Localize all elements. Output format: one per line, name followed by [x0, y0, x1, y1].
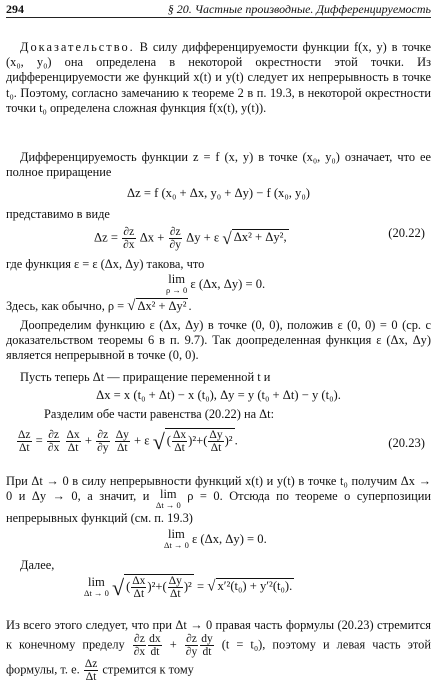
equation-increment: Δz = f (x₀ + Δx, y₀ + Δy) − f (x₀, y₀): [127, 186, 310, 200]
sqrt-radicand: ( $\frac{\Delta x}{\Delta t}$ )²+( $\frac{\Delta y}{\Delta t}$ )²: [126, 575, 192, 600]
paragraph-text: Дифференцируемость функции z = f (x, y) в точке (x₀, y₀) означает, что ее полное приращение: [6, 150, 431, 180]
proof-text: В силу дифференцируемости функции f(x, y) в точке (x₀, y₀) она определена в некоторой окрестности этой точки. Из дифференцируемости же функций x(t) и y(t) следует их непрерывность в точке t₀. Поэтому, согласно замечанию к теореме 2 в п. 19.3, в некоторой окрестности точки t₀ определена сложная функция f(x(t), y(t)).: [6, 40, 431, 115]
paragraph-text: Далее,: [20, 558, 55, 572]
sqrt-radicand: Δx² + Δy²,: [233, 230, 287, 245]
limit-operator: lim Δt → 0: [155, 487, 181, 511]
running-title: § 20. Частные производные. Дифференцируемость: [167, 2, 431, 16]
paragraph-when: [6, 474, 431, 526]
equation-20-23: $\frac{\Delta z}{\Delta t}$ = $\frac{\partial z}{\partial x}$ $\frac{\Delta x}{\Delta t}$ + $\frac{\partial z}{\partial y}$ $\frac{\Delta y}{\Delta t}$ + ε √( $\frac{\Delta x}{\Delta t}$ )²+( $\frac{\Delta y}{\Delta t}$ )². (20.23): [18, 428, 425, 454]
limit-operator: lim ρ → 0: [166, 272, 188, 295]
paragraph-text: Доопределим функцию ε (Δx, Δy) в точке (0, 0), положив ε (0, 0) = 0 (ср. с доказательством теоремы 6 в п. 9.7). Так доопределенная функция ε (Δx, Δy) является непрерывной в точке (0, 0).: [6, 318, 431, 363]
paragraph-text: представимо в виде: [6, 207, 110, 221]
equation-limit-rho: [6, 274, 431, 296]
sqrt-radicand: Δx² + Δy²: [137, 299, 187, 313]
limit-operator: lim Δt → 0: [84, 574, 109, 598]
paragraph-text: Из всего этого следует, что при Δt → 0 правая часть формулы (20.23) стремится к конечному пределу: [6, 618, 431, 652]
paragraph-conclusion: Из всего этого следует, что при Δt → 0 правая часть формулы (20.23) стремится к конечному пределу $\frac{\partial z}{\partial x}$ $\frac{dx}{dt}$ + $\frac{\partial z}{\partial y}$ $\frac{dy}{dt}$ (t = t₀), поэтому и левая часть этой формулы, т. е. $\frac{\Delta z}{\Delta t}$ стремится к тому: [6, 618, 431, 684]
paragraph-rho: Здесь, как обычно, ρ = √ Δx² + Δy² .: [6, 298, 192, 314]
proof-paragraph: [6, 40, 431, 116]
limit-body: ε (Δx, Δy) = 0.: [190, 276, 266, 291]
sqrt-sign: √: [127, 298, 136, 314]
eq-term: Δy + ε: [186, 230, 220, 245]
eq-term: Δx +: [139, 230, 165, 245]
sqrt-radicand: x′²(t₀) + y′²(t₀).: [217, 579, 293, 594]
paragraph-text: Пусть теперь Δt — приращение переменной t и: [20, 370, 271, 384]
paragraph-divide: [6, 407, 431, 422]
paragraph-text: Разделим обе части равенства (20.22) на Δt:: [44, 407, 275, 421]
sqrt-sign: √: [111, 574, 125, 600]
paragraph-text: ρ = 0. Отсюда по теореме о суперпозиции непрерывных функций (см. п. 19.3): [6, 489, 431, 526]
sqrt-sign: √: [207, 578, 216, 595]
paragraph-differentiability: [6, 150, 431, 180]
paragraph-let: [6, 370, 431, 385]
paragraph-text: поэтому и левая часть этой формулы, т. е.: [6, 637, 431, 677]
header-rule: [6, 17, 431, 18]
proof-title: Доказательство.: [20, 40, 135, 54]
page-number: 294: [6, 2, 24, 16]
paragraph-text: При Δt → 0 в силу непрерывности функций x(t) и y(t) в точке t₀ получим Δx → 0 и Δy → 0, а значит, и: [6, 474, 431, 504]
paragraph-represent: [6, 207, 431, 222]
limit-operator: lim Δt → 0: [164, 527, 189, 550]
paragraph-text: стремится к тому: [102, 662, 194, 677]
equation-limit-dt: [6, 529, 431, 551]
paragraph-extend: [6, 318, 431, 364]
fraction-dz-dx: $\frac{\partial z}{\partial x}$: [123, 226, 135, 251]
equation-number: (20.22): [388, 226, 425, 240]
eq-lhs: Δz =: [94, 230, 118, 245]
equation-number: (20.23): [388, 436, 425, 450]
sqrt-sign: √: [222, 228, 232, 248]
running-header: [6, 2, 431, 16]
equation-deltas: Δx = x (t₀ + Δt) − x (t₀), Δy = y (t₀ + Δt) − y (t₀).: [96, 388, 341, 402]
paragraph-where: [6, 257, 431, 272]
paragraph-text: Здесь, как обычно, ρ =: [6, 299, 128, 313]
paragraph-further: [6, 558, 431, 573]
paragraph-text: где функция ε = ε (Δx, Δy) такова, что: [6, 257, 205, 271]
limit-body: ε (Δx, Δy) = 0.: [191, 531, 267, 546]
equation-limit-sqrt: lim Δt → 0 √( $\frac{\Delta x}{\Delta t}$ )²+( $\frac{\Delta y}{\Delta t}$ )² = √ x′²(t₀) + y′²(t₀).: [84, 574, 293, 600]
sqrt-sign: √: [152, 428, 165, 454]
sqrt-radicand: ( $\frac{\Delta x}{\Delta t}$ )²+( $\frac{\Delta y}{\Delta t}$ )²: [166, 429, 233, 454]
fraction-dz-dy: $\frac{\partial z}{\partial y}$: [169, 226, 181, 251]
equation-20-22: [6, 226, 431, 251]
